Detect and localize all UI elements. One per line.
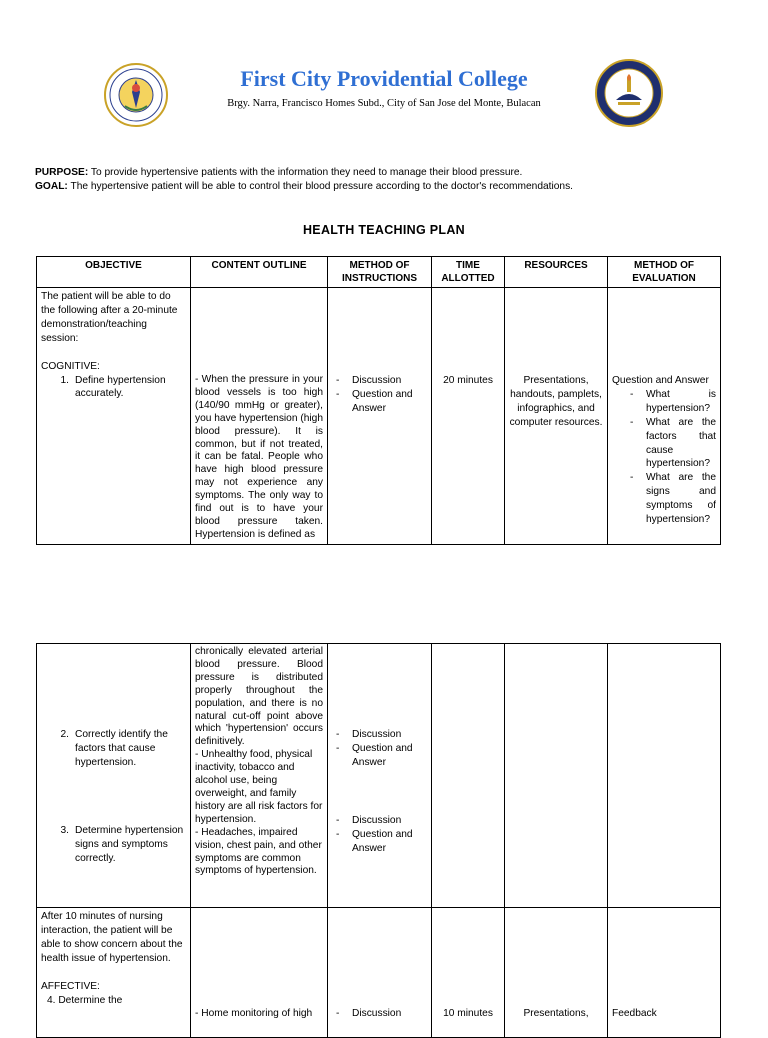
resources-cell	[505, 908, 608, 1038]
affective-label: AFFECTIVE:	[41, 980, 100, 992]
goal-label: GOAL:	[35, 181, 68, 192]
table-row	[37, 644, 721, 908]
goal-text: The hypertensive patient will be able to control their blood pressure according to the doctor's recommendations.	[67, 181, 574, 192]
objective-cell	[37, 908, 191, 1038]
method-item: - Question and Answer	[332, 742, 427, 770]
content-text: - When the pressure in your blood vessels is too high (140/90 mmHg or greater), you have hypertension (high blood pressure). It is common, but if not treated, it can be fatal. People who have high blood pressure may not experience any symptoms. The only way to find out is to have your blood pressure taken. Hypertension is defined as	[195, 374, 323, 540]
method-item: - Discussion	[332, 1007, 427, 1021]
content-cell	[191, 908, 328, 1038]
time-value: 20 minutes	[443, 375, 493, 386]
purpose-text: To provide hypertensive patients with the information they need to manage their blood pressure.	[88, 167, 523, 178]
resources-text: Presentations,	[523, 1008, 589, 1019]
college-name: First City Providential College	[240, 66, 528, 91]
objective-intro: After 10 minutes of nursing interaction, the patient will be able to show concern about the health issue of hypertension.	[41, 911, 183, 964]
purpose-line	[35, 166, 573, 180]
plan-title: HEALTH TEACHING PLAN	[302, 223, 465, 237]
objective-item	[41, 728, 186, 770]
header-content-outline: CONTENT OUTLINE	[191, 257, 328, 288]
header-time-allotted: TIME ALLOTTED	[432, 257, 505, 288]
objective-text: Define hypertension accurately.	[75, 374, 166, 400]
method-item: - Discussion	[332, 814, 427, 828]
time-cell	[432, 908, 505, 1038]
time-cell	[432, 644, 505, 908]
objective-number: 3.	[60, 824, 69, 836]
content-cell	[191, 644, 328, 908]
table-header-row	[37, 257, 721, 288]
objective-item	[41, 374, 186, 402]
objective-cell	[37, 288, 191, 545]
method-cell	[328, 288, 432, 545]
method-item: - Question and Answer	[332, 388, 427, 416]
resources-cell	[505, 288, 608, 545]
purpose-goal-block	[35, 166, 573, 194]
teaching-plan-table-continued	[36, 643, 721, 1038]
college-address: Brgy. Narra, Francisco Homes Subd., City of San Jose del Monte, Bulacan	[227, 98, 541, 109]
content-cell	[191, 288, 328, 545]
objective-text: Determine hypertension signs and symptoms correctly.	[75, 824, 184, 864]
method-cell	[328, 644, 432, 908]
objective-text: Correctly identify the factors that cause hypertension.	[75, 729, 168, 768]
evaluation-text: Feedback	[612, 1008, 657, 1019]
resources-text: Presentations, handouts, pamplets, infographics, and computer resources.	[509, 375, 603, 428]
evaluation-cell	[608, 288, 721, 545]
evaluation-cell	[608, 908, 721, 1038]
objective-intro: The patient will be able to do the following after a 20-minute demonstration/teaching session:	[41, 291, 178, 344]
header-objective: OBJECTIVE	[37, 257, 191, 288]
method-item: - Question and Answer	[332, 828, 427, 856]
purpose-label: PURPOSE:	[35, 167, 89, 178]
evaluation-question: - What are the signs and symptoms of hypertension?	[612, 471, 716, 527]
cognitive-label: COGNITIVE:	[41, 360, 100, 372]
content-text: - Home monitoring of high	[195, 1008, 313, 1019]
method-item: - Discussion	[332, 728, 427, 742]
content-text: chronically elevated arterial blood pressure. Blood pressure is distributed properly throughout the population, and there is no natural cut-off point above which 'hypertension' occurs definitively.	[195, 646, 323, 748]
table-row	[37, 908, 721, 1038]
teaching-plan-table	[36, 256, 721, 545]
evaluation-question: - What are the factors that cause hypertension?	[612, 416, 716, 472]
table-row	[37, 288, 721, 545]
method-item: - Discussion	[332, 374, 427, 388]
objective-cell	[37, 644, 191, 908]
content-text: - Headaches, impaired vision, chest pain, and other symptoms are common symptoms of hypertension.	[195, 826, 322, 877]
objective-number: 1.	[60, 374, 69, 386]
header-method-of-evaluation: METHOD OF EVALUATION	[608, 257, 721, 288]
method-cell	[328, 908, 432, 1038]
objective-item	[41, 824, 186, 866]
objective-number: 2.	[60, 729, 69, 740]
resources-cell	[505, 644, 608, 908]
time-value: 10 minutes	[443, 1008, 493, 1019]
evaluation-cell	[608, 644, 721, 908]
evaluation-question: - What is hypertension?	[612, 388, 716, 416]
time-cell	[432, 288, 505, 545]
nursing-seal-logo	[594, 58, 664, 128]
content-text: - Unhealthy food, physical inactivity, tobacco and alcohol use, being overweight, and family history are all risk factors for hypertension.	[195, 749, 323, 825]
header-resources: RESOURCES	[505, 257, 608, 288]
header-method-of-instructions: METHOD OF INSTRUCTIONS	[328, 257, 432, 288]
objective-text: 4. Determine the	[47, 994, 123, 1006]
evaluation-title: Question and Answer	[612, 375, 709, 386]
goal-line	[35, 180, 573, 194]
